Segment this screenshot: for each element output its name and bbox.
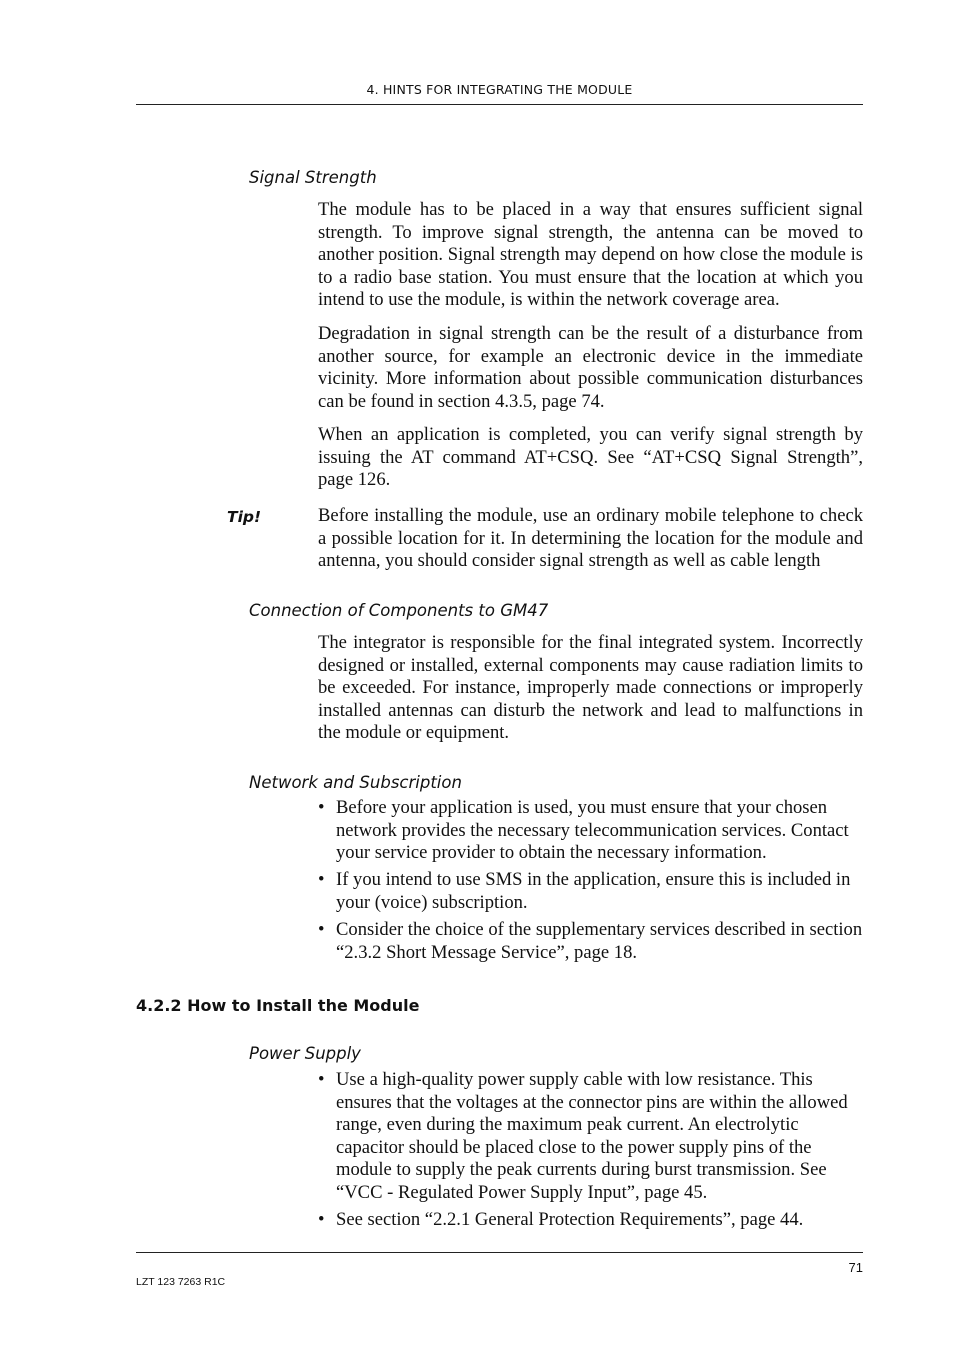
page-number: 71 (848, 1260, 863, 1275)
network-bullet-1 (318, 797, 863, 865)
power-bullet-1 (318, 1069, 863, 1205)
power-bullet-2 (318, 1209, 863, 1232)
network-bullet-3 (318, 919, 863, 964)
connection-title: Connection of Components to GM47 (249, 601, 549, 620)
signal-strength-title: Signal Strength (249, 168, 377, 187)
bullet-marker: • (318, 1209, 325, 1230)
signal-strength-paragraph-2: Degradation in signal strength can be the result of a disturbance from another source, for example an electronic device in the immediate vicinity. More information about possible communication disturbances can be found in section 4.3.5, page 74. (318, 323, 863, 412)
document-id: LZT 123 7263 R1C (136, 1276, 226, 1288)
bullet-text: Before your application is used, you must ensure that your chosen network provides the necessary telecommunication services. Contact your service provider to obtain the necessary information. (336, 797, 849, 864)
signal-strength-paragraph-1: The module has to be placed in a way that ensures sufficient signal strength. To improve signal strength, the antenna can be moved to another position. Signal strength may depend on how close the module is to a radio base station. You must ensure that the location at which you intend to use the module, is within the network coverage area. (318, 199, 863, 311)
signal-strength-paragraph-3: When an application is completed, you can verify signal strength by issuing the AT command AT+CSQ. See “AT+CSQ Signal Strength”, page 126. (318, 424, 863, 491)
tip-label: Tip! (227, 508, 262, 526)
bullet-marker: • (318, 1069, 325, 1090)
bullet-marker: • (318, 919, 325, 940)
section-heading: 4.2.2 How to Install the Module (136, 996, 420, 1015)
bullet-text: Use a high-quality power supply cable with low resistance. This ensures that the voltages at the connector pins are within the allowed range, even during the maximum peak current. An electrolytic capacitor should be placed close to the power supply pins of the module to supply the peak currents during burst transmission. See “VCC - Regulated Power Supply Input”, page 45. (336, 1069, 848, 1203)
connection-paragraph: The integrator is responsible for the final integrated system. Incorrectly designed or installed, external components may cause radiation limits to be exceeded. For instance, improperly made connections or improperly installed antennas can disturb the network and lead to malfunctions in the module or equipment. (318, 632, 863, 744)
power-supply-title: Power Supply (249, 1044, 361, 1063)
network-bullet-2 (318, 869, 863, 914)
running-head: 4. HINTS FOR INTEGRATING THE MODULE (366, 82, 633, 97)
bullet-text: Consider the choice of the supplementary services described in section “2.3.2 Short Message Service”, page 18. (336, 919, 863, 963)
footer-rule (136, 1252, 863, 1253)
bullet-text: See section “2.2.1 General Protection Requirements”, page 44. (336, 1209, 804, 1230)
bullet-marker: • (318, 797, 325, 818)
network-title: Network and Subscription (249, 773, 462, 792)
tip-text: Before installing the module, use an ordinary mobile telephone to check a possible location for it. In determining the location for the module and antenna, you should consider signal strength as well as cable length (318, 505, 863, 572)
bullet-text: If you intend to use SMS in the application, ensure this is included in your (voice) subscription. (336, 869, 851, 913)
header-rule (136, 104, 863, 105)
bullet-marker: • (318, 869, 325, 890)
